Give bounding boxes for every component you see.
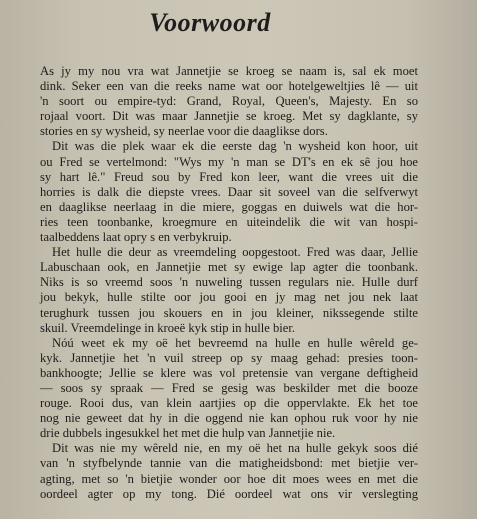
text-line: ries teen toonbanke, kroegmure en uiteindelik die wit van hospi- bbox=[40, 214, 418, 229]
text-line: Het hulle die deur as vreemdeling oopgestoot. Fred was daar, Jellie bbox=[52, 245, 418, 260]
text-line: jou bekyk, hulle stilte oor jou gooi en jy mag net jou nek laat bbox=[40, 290, 418, 305]
text-line: — soos sy spraak — Fred se gesig was beskilder met die booze bbox=[40, 380, 418, 395]
paragraph bbox=[40, 336, 418, 442]
text-line: Dit was die plek waar ek die eerste dag 'n wysheid kon hoor, uit bbox=[52, 139, 418, 154]
text-line: rojaal voort. Dit was maar Jannetjie se kroeg. Met sy dagklante, sy bbox=[40, 109, 418, 124]
text-line: nog nie geweet dat hy in die oggend nie kan ophou ruk voor hy nie bbox=[40, 411, 418, 426]
text-line: en daaglikse neerlaag in die miere, goggas en duiwels wat die hor- bbox=[40, 199, 418, 214]
text-line: As jy my nou vra wat Jannetjie se kroeg se naam is, sal ek moet bbox=[40, 64, 418, 78]
text-line: bankhoogte; Jellie se klere was vol pretensie van vergane deftigheid bbox=[40, 365, 418, 380]
paragraph bbox=[40, 139, 418, 245]
text-line: rouge. Rooi dus, van klein aartjies op die oppervlakte. Ek het toe bbox=[40, 396, 418, 411]
text-line: drie dubbels ingesukkel het met die hulp van Jannetjie nie. bbox=[40, 426, 336, 441]
paragraph bbox=[40, 64, 418, 139]
paragraph bbox=[40, 245, 418, 336]
text-line: horries is dalk die diepste vrees. Daar sit soveel van die selfverwyt bbox=[40, 184, 418, 199]
text-line: Labuschaan ook, en Jannetjie met sy ewige lap agter die toonbank. bbox=[40, 260, 418, 275]
text-line: Dit was nie my wêreld nie, en my oë het na hulle gekyk soos dié bbox=[52, 441, 418, 456]
text-line: skuil. Vreemdelinge in kroeë kyk stip in hulle bier. bbox=[40, 320, 296, 335]
body-text bbox=[40, 64, 418, 502]
text-line: van 'n styfbelynde tannie van die matigheidsbond: met bietjie ver- bbox=[40, 456, 418, 471]
text-line: sy hart lê." Freud sou by Fred kon leer, want die vrees uit die bbox=[40, 169, 418, 184]
text-line: ou Fred se vertelmond: "Wys my 'n man se DT's en ek sê jou hoe bbox=[40, 154, 418, 169]
text-line: agting, met so 'n bietjie wonder oor hoe dit moes wees en met die bbox=[40, 471, 418, 486]
text-line: kyk. Jannetjie het 'n vuil streep op sy maag gehad: presies toon- bbox=[40, 350, 418, 365]
text-line: 'n soort ou empire-tyd: Grand, Royal, Queen's, Majesty. En so bbox=[40, 94, 418, 109]
text-line: terughurk tussen jou skouers en in jou kleiner, nikssegende stilte bbox=[40, 305, 418, 320]
text-line: stories en sy wysheid, sy neerlae voor die daaglikse dors. bbox=[40, 124, 328, 139]
text-line: taalbeddens laat opry s en verbykruip. bbox=[40, 230, 232, 245]
text-line: Niks is so vreemd soos 'n nuweling tussen regulars nie. Hulle durf bbox=[40, 275, 418, 290]
text-line: dink. Seker een van die reeks name wat oor hotelgeweltjies lê — uit bbox=[40, 79, 418, 94]
page-title: Voorwoord bbox=[149, 8, 271, 37]
text-line: oordeel agter op my tong. Dié oordeel wat ons vir verslegting bbox=[40, 486, 418, 501]
text-line: Nóú weet ek my oë het bevreemd na hulle en hulle wêreld ge- bbox=[52, 335, 418, 350]
paragraph bbox=[40, 441, 418, 501]
